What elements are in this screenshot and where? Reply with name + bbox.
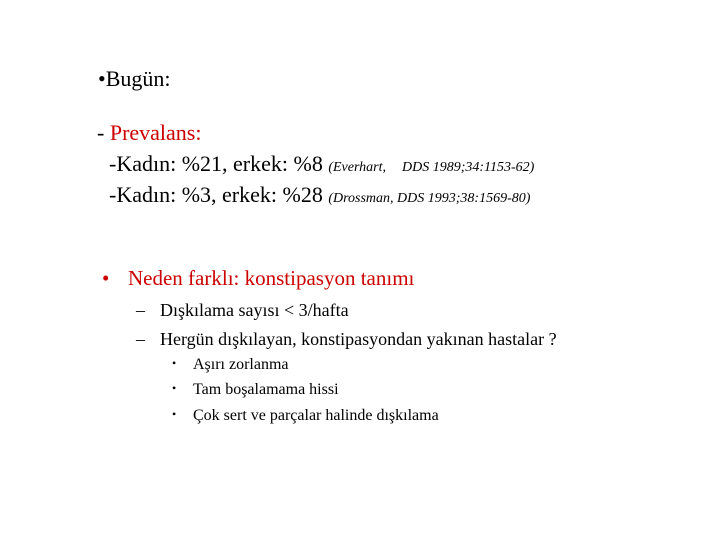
prevalence-row-1-ref-source: DDS 1989;34:1153-62) bbox=[402, 160, 535, 175]
heading-bullet: • bbox=[98, 66, 106, 91]
prevalence-row-2 bbox=[109, 182, 530, 208]
why-item-1 bbox=[136, 300, 349, 321]
why-subitem-2-bullet: • bbox=[172, 381, 177, 395]
why-item-2-text: Hergün dışkılayan, konstipasyondan yakınan hastalar ? bbox=[160, 329, 557, 349]
why-item-2-dash: – bbox=[136, 329, 145, 349]
why-subitem-3-text: Çok sert ve parçalar halinde dışkılama bbox=[193, 407, 439, 424]
prevalence-row-1-text: -Kadın: %21, erkek: %8 bbox=[109, 151, 323, 176]
why-subitem-2-text: Tam boşalamama hissi bbox=[193, 381, 339, 398]
why-different-heading bbox=[102, 266, 414, 291]
heading-text: Bugün: bbox=[105, 66, 171, 91]
prevalence-row-1 bbox=[109, 151, 534, 177]
why-subitem-1 bbox=[172, 356, 289, 374]
why-subitem-3-bullet: • bbox=[172, 407, 177, 421]
why-subitem-3 bbox=[172, 407, 439, 425]
heading-bugun bbox=[98, 66, 171, 92]
why-item-1-text: Dışkılama sayısı < 3/hafta bbox=[160, 300, 349, 320]
why-subitem-1-text: Aşırı zorlanma bbox=[193, 356, 289, 373]
why-different-text: Neden farklı: konstipasyon tanımı bbox=[128, 266, 415, 290]
why-subitem-2 bbox=[172, 381, 339, 399]
prevalence-dash: - bbox=[97, 120, 110, 145]
prevalence-row-1-ref-author: (Everhart, bbox=[328, 160, 387, 175]
why-subitem-1-bullet: • bbox=[172, 356, 177, 370]
why-item-2 bbox=[136, 329, 557, 350]
why-different-bullet: • bbox=[102, 266, 110, 290]
prevalence-row-2-text: -Kadın: %3, erkek: %28 bbox=[109, 182, 323, 207]
prevalence-heading bbox=[97, 120, 201, 146]
why-item-1-dash: – bbox=[136, 300, 145, 320]
prevalence-label: Prevalans: bbox=[109, 120, 202, 145]
prevalence-row-2-ref: (Drossman, DDS 1993;38:1569-80) bbox=[328, 191, 531, 206]
